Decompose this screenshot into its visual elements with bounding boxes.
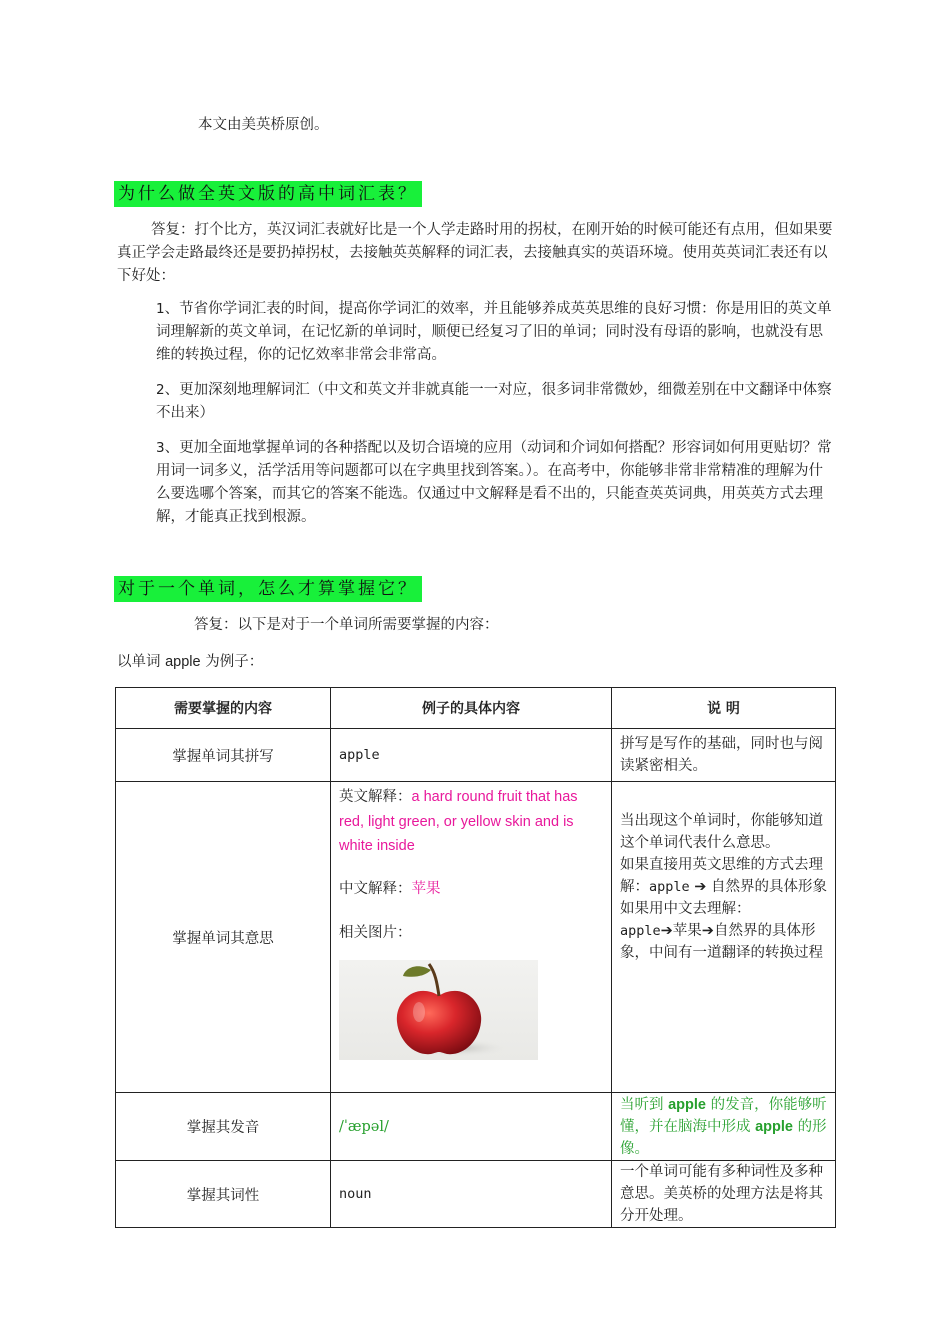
table-header: 需要掌握的内容: [116, 688, 331, 729]
spelling-example: apple: [331, 729, 612, 782]
meaning-note: 当出现这个单词时，你能够知道这个单词代表什么意思。 如果直接用英文思维的方式去理解：apple ➔ 自然界的具体形象 如果用中文去理解： apple➔苹果➔自然界的具体形象，中间有一道翻译的转换过程: [612, 782, 836, 1093]
phonetic: /ˈæpəl/: [331, 1093, 612, 1161]
arrow-right-icon: ➔: [701, 923, 714, 939]
table-row-meaning: [116, 782, 836, 1093]
section2-intro: 答复：以下是对于一个单词所需要掌握的内容：: [194, 617, 499, 633]
english-definition: 英文解释：a hard round fruit that has red, light green, or yellow skin and is white inside: [339, 789, 578, 854]
row-label: 掌握其词性: [116, 1161, 331, 1228]
pronunciation-note: 当听到 apple 的发音，你能够听懂，并在脑海中形成 apple 的形像。: [612, 1093, 836, 1161]
table-row-pronunciation: [116, 1093, 836, 1161]
benefit-item-2: 2、更加深刻地理解词汇（中文和英文并非就真能一一对应，很多词非常微妙，细微差别在中文翻译中体察不出来）: [156, 382, 832, 421]
benefit-item-1: 1、节省你学词汇表的时间，提高你学词汇的效率，并且能够养成英英思维的良好习惯：你是用旧的英文单词理解新的英文单词，在记忆新的单词时，顺便已经复习了旧的单词；同时没有母语的影响，也就没有思维的转换过程，你的记忆效率非常会非常高。: [156, 301, 832, 363]
benefit-item-3: 3、更加全面地掌握单词的各种搭配以及切合语境的应用（动词和介词如何搭配？形容词如何用更贴切？常用词一词多义，活学活用等问题都可以在字典里找到答案。）。在高考中，你能够非常非常精准的理解为什么要选哪个答案，而其它的答案不能选。仅通过中文解释是看不出的，只能查英英词典，用英英方式去理解，才能真正找到根源。: [156, 440, 832, 525]
picture-label: 相关图片：: [339, 925, 412, 941]
word-mastery-table: [115, 687, 836, 1228]
section2-heading: 对于一个单词，怎么才算掌握它？: [114, 576, 422, 602]
table-header: 说 明: [612, 688, 836, 729]
row-label: 掌握单词其拼写: [116, 729, 331, 782]
credit-line: 本文由美英桥原创。: [198, 117, 329, 133]
example-line: 以单词 apple 为例子：: [117, 654, 264, 670]
pos-example: noun: [331, 1161, 612, 1228]
table-row-pos: [116, 1161, 836, 1228]
pos-note: 一个单词可能有多种词性及多种意思。美英桥的处理方法是将其分开处理。: [612, 1161, 836, 1228]
table-row-spelling: [116, 729, 836, 782]
section1-heading: 为什么做全英文版的高中词汇表？: [114, 181, 422, 207]
section1-intro: 答复：打个比方，英汉词汇表就好比是一个人学走路时用的拐杖，在刚开始的时候可能还有点用，但如果要真正学会走路最终还是要扔掉拐杖，去接触英英解释的词汇表，去接触真实的英语环境。使用英英词汇表还有以下好处：: [117, 222, 833, 284]
arrow-right-icon: ➔: [660, 923, 673, 939]
row-label: 掌握单词其意思: [116, 782, 331, 1093]
apple-icon: [339, 960, 538, 1060]
spelling-note: 拼写是写作的基础，同时也与阅读紧密相关。: [612, 729, 836, 782]
table-header-row: [116, 688, 836, 729]
meaning-example: [331, 782, 612, 1093]
apple-image: [339, 960, 538, 1060]
table-header: 例子的具体内容: [331, 688, 612, 729]
chinese-definition: 中文解释：苹果: [339, 880, 441, 897]
arrow-right-icon: ➔: [694, 879, 707, 895]
row-label: 掌握其发音: [116, 1093, 331, 1161]
